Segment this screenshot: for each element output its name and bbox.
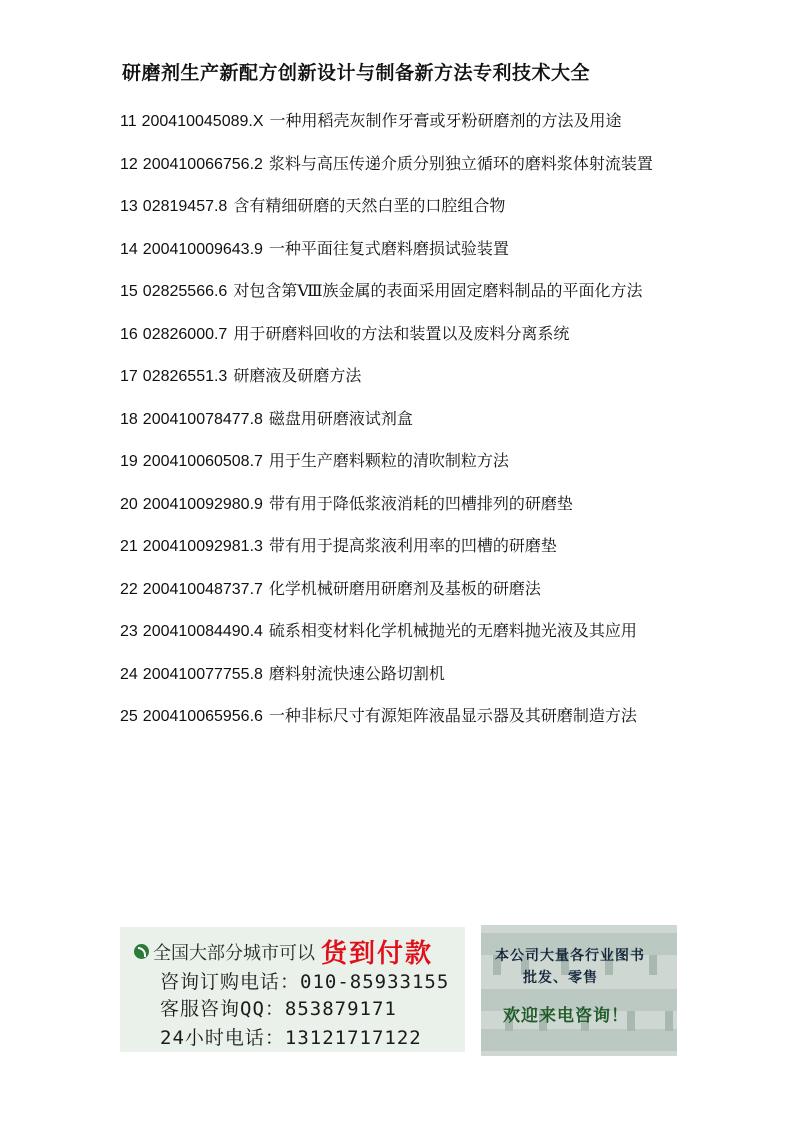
- patent-entry: [120, 568, 680, 611]
- entry-number: 13: [120, 198, 138, 215]
- book-spine-decoration: [665, 1011, 673, 1031]
- patent-number: 02819457.8: [142, 198, 228, 215]
- patent-entry: [120, 483, 680, 526]
- patent-title: 带有用于降低浆液消耗的凹槽排列的研磨垫: [268, 493, 573, 513]
- patent-number: 200410084490.4: [142, 623, 263, 640]
- shelf-decoration: [481, 1029, 677, 1051]
- patent-title: 一种平面往复式磨料磨损试验装置: [268, 238, 509, 258]
- patent-title: 用于研磨料回收的方法和装置以及废料分离系统: [233, 323, 570, 343]
- entry-number: 11: [120, 113, 137, 130]
- patent-number: 200410092980.9: [142, 495, 263, 513]
- patent-entry: [120, 695, 680, 738]
- patent-title: 用于生产磨料颗粒的清吹制粒方法: [268, 451, 509, 470]
- entry-number: 23: [120, 623, 138, 640]
- order-phone: 咨询订购电话：010-85933155: [160, 971, 450, 993]
- patent-title: 浆料与高压传递介质分别独立循环的磨料浆体射流装置: [268, 153, 653, 173]
- entry-number: 16: [120, 325, 138, 343]
- document-title: 研磨剂生产新配方创新设计与制备新方法专利技术大全: [122, 62, 591, 84]
- patent-entry: [120, 143, 680, 186]
- patent-number: 200410078477.8: [142, 410, 263, 428]
- patent-entry: [120, 228, 680, 271]
- book-spine-decoration: [649, 955, 657, 975]
- patent-number: 200410048737.7: [142, 580, 263, 598]
- patent-title: 含有精细研磨的天然白垩的口腔组合物: [233, 196, 506, 215]
- patent-entry: [120, 355, 680, 398]
- qq-contact: 客服咨询QQ：853879171: [160, 998, 397, 1020]
- patent-number: 200410009643.9: [142, 240, 263, 258]
- entry-number: 25: [120, 708, 138, 725]
- patent-number: 200410092981.3: [142, 538, 263, 555]
- patent-title: 带有用于提高浆液利用率的凹槽的研磨垫: [268, 536, 557, 555]
- patent-entry: [120, 185, 680, 228]
- patent-entry: [120, 440, 680, 483]
- patent-entry: [120, 653, 680, 696]
- patent-title: 磨料射流快速公路切割机: [268, 663, 445, 683]
- patent-list: [120, 100, 680, 738]
- wholesale-line3: 欢迎来电咨询！: [503, 1006, 629, 1026]
- patent-number: 02826000.7: [142, 325, 228, 343]
- patent-title: 一种用稻壳灰制作牙膏或牙粉研磨剂的方法及用途: [269, 111, 622, 130]
- patent-entry: [120, 313, 680, 356]
- wholesale-advert: [481, 925, 677, 1056]
- phone-icon: [134, 944, 149, 959]
- entry-number: 19: [120, 453, 138, 470]
- patent-number: 02826551.3: [142, 368, 228, 385]
- patent-title: 化学机械研磨用研磨剂及基板的研磨法: [268, 578, 541, 598]
- patent-entry: [120, 398, 680, 441]
- entry-number: 18: [120, 410, 138, 428]
- patent-entry: [120, 525, 680, 568]
- patent-number: 200410065956.6: [142, 708, 263, 725]
- patent-title: 磁盘用研磨液试剂盒: [268, 408, 413, 428]
- entry-number: 12: [120, 155, 138, 173]
- wholesale-line1: 本公司大量各行业图书: [495, 948, 645, 964]
- hotline: 24小时电话：13121717122: [160, 1027, 422, 1049]
- patent-number: 200410060508.7: [142, 453, 263, 470]
- patent-title: 硫系相变材料化学机械抛光的无磨料抛光液及其应用: [268, 621, 637, 640]
- entry-number: 24: [120, 665, 138, 683]
- patent-number: 200410066756.2: [142, 155, 263, 173]
- entry-number: 17: [120, 368, 138, 385]
- entry-number: 14: [120, 240, 138, 258]
- cod-advert: [120, 927, 465, 1052]
- coverage-text: 全国大部分城市可以: [153, 942, 315, 964]
- wholesale-line2: 批发、零售: [523, 970, 598, 986]
- entry-number: 15: [120, 283, 138, 300]
- entry-number: 21: [120, 538, 138, 555]
- patent-number: 02825566.6: [142, 283, 228, 300]
- entry-number: 22: [120, 580, 138, 598]
- patent-title: 对包含第Ⅷ族金属的表面采用固定磨料制品的平面化方法: [233, 281, 643, 300]
- patent-entry: [120, 100, 680, 143]
- patent-title: 研磨液及研磨方法: [233, 366, 362, 385]
- cod-text: 货到付款: [321, 939, 434, 969]
- entry-number: 20: [120, 495, 138, 513]
- patent-number: 200410045089.X: [141, 113, 264, 130]
- patent-number: 200410077755.8: [142, 665, 263, 683]
- coverage-row: [134, 933, 433, 970]
- patent-title: 一种非标尺寸有源矩阵液晶显示器及其研磨制造方法: [268, 706, 637, 725]
- patent-entry: [120, 610, 680, 653]
- patent-entry: [120, 270, 680, 313]
